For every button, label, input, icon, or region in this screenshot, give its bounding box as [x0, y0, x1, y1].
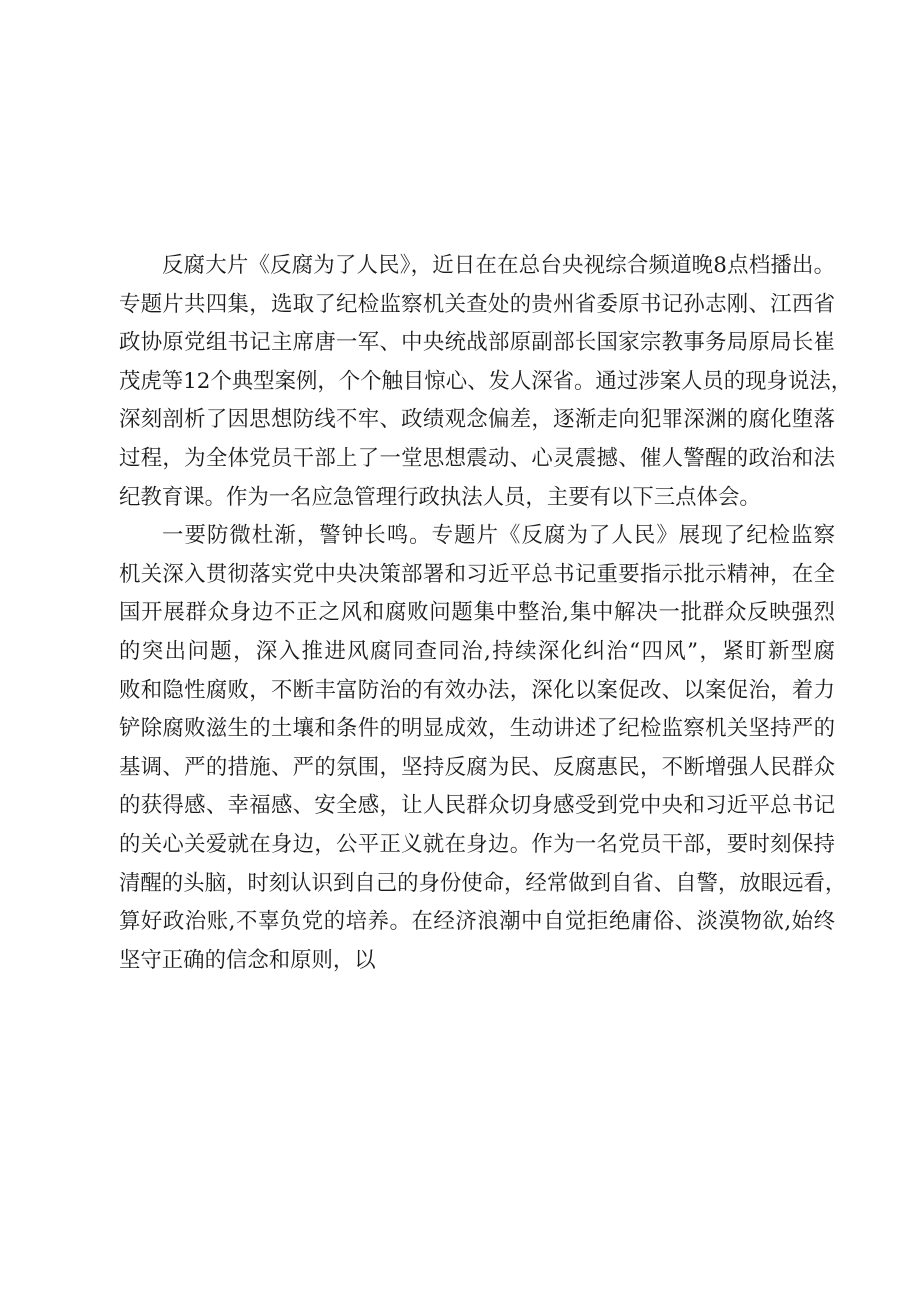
text-line: 深刻剖析了因思想防线不牢、政绩观念偏差，逐渐走向犯罪深渊的腐化堕落 — [119, 407, 835, 433]
text-line: 败和隐性腐败，不断丰富防治的有效办法，深化以案促改、以案促治，着力 — [119, 677, 835, 703]
text-line: 的突出问题，深入推进风腐同查同治,持续深化纠治“四风”，紧盯新型腐 — [119, 638, 835, 664]
text-line: 的关心关爱就在身边，公平正义就在身边。作为一名党员干部，要时刻保持 — [119, 831, 835, 857]
text-line: 过程，为全体党员干部上了一堂思想震动、心灵震撼、催人警醒的政治和法 — [119, 445, 835, 471]
text-line: 纪教育课。作为一名应急管理行政执法人员，主要有以下三点体会。 — [119, 484, 761, 510]
text-line: 铲除腐败滋生的土壤和条件的明显成效，生动讲述了纪检监察机关坚持严的 — [119, 716, 835, 742]
paragraph-intro — [119, 247, 853, 517]
document-body — [119, 247, 853, 980]
text-line: 国开展群众身边不正之风和腐败问题集中整治,集中解决一批群众反映强烈 — [119, 600, 835, 626]
text-line: 专题片共四集，选取了纪检监察机关查处的贵州省委原书记孙志刚、江西省 — [119, 291, 835, 317]
text-line: 一要防微杜渐，警钟长鸣。专题片《反腐为了人民》展现了纪检监察 — [162, 523, 835, 549]
text-line: 茂虎等12个典型案例，个个触目惊心、发人深省。通过涉案人员的现身说法， — [119, 368, 853, 394]
text-line: 算好政治账,不辜负党的培养。在经济浪潮中自觉拒绝庸俗、淡漠物欲,始终 — [119, 909, 835, 935]
paragraph-point-one — [119, 517, 847, 980]
text-line: 基调、严的措施、严的氛围，坚持反腐为民、反腐惠民，不断增强人民群众 — [119, 754, 835, 780]
text-line: 政协原党组书记主席唐一军、中央统战部原副部长国家宗教事务局原局长崔 — [119, 330, 835, 356]
text-line: 清醒的头脑，时刻认识到自己的身份使命，经常做到自省、自警，放眼远看， — [119, 870, 847, 896]
text-line: 的获得感、幸福感、安全感，让人民群众切身感受到党中央和习近平总书记 — [119, 793, 835, 819]
text-line: 坚守正确的信念和原则，以 — [119, 947, 376, 973]
text-line: 机关深入贯彻落实党中央决策部署和习近平总书记重要指示批示精神，在全 — [119, 561, 835, 587]
text-line: 反腐大片《反腐为了人民》，近日在在总台央视综合频道晚8点档播出。 — [162, 253, 835, 278]
